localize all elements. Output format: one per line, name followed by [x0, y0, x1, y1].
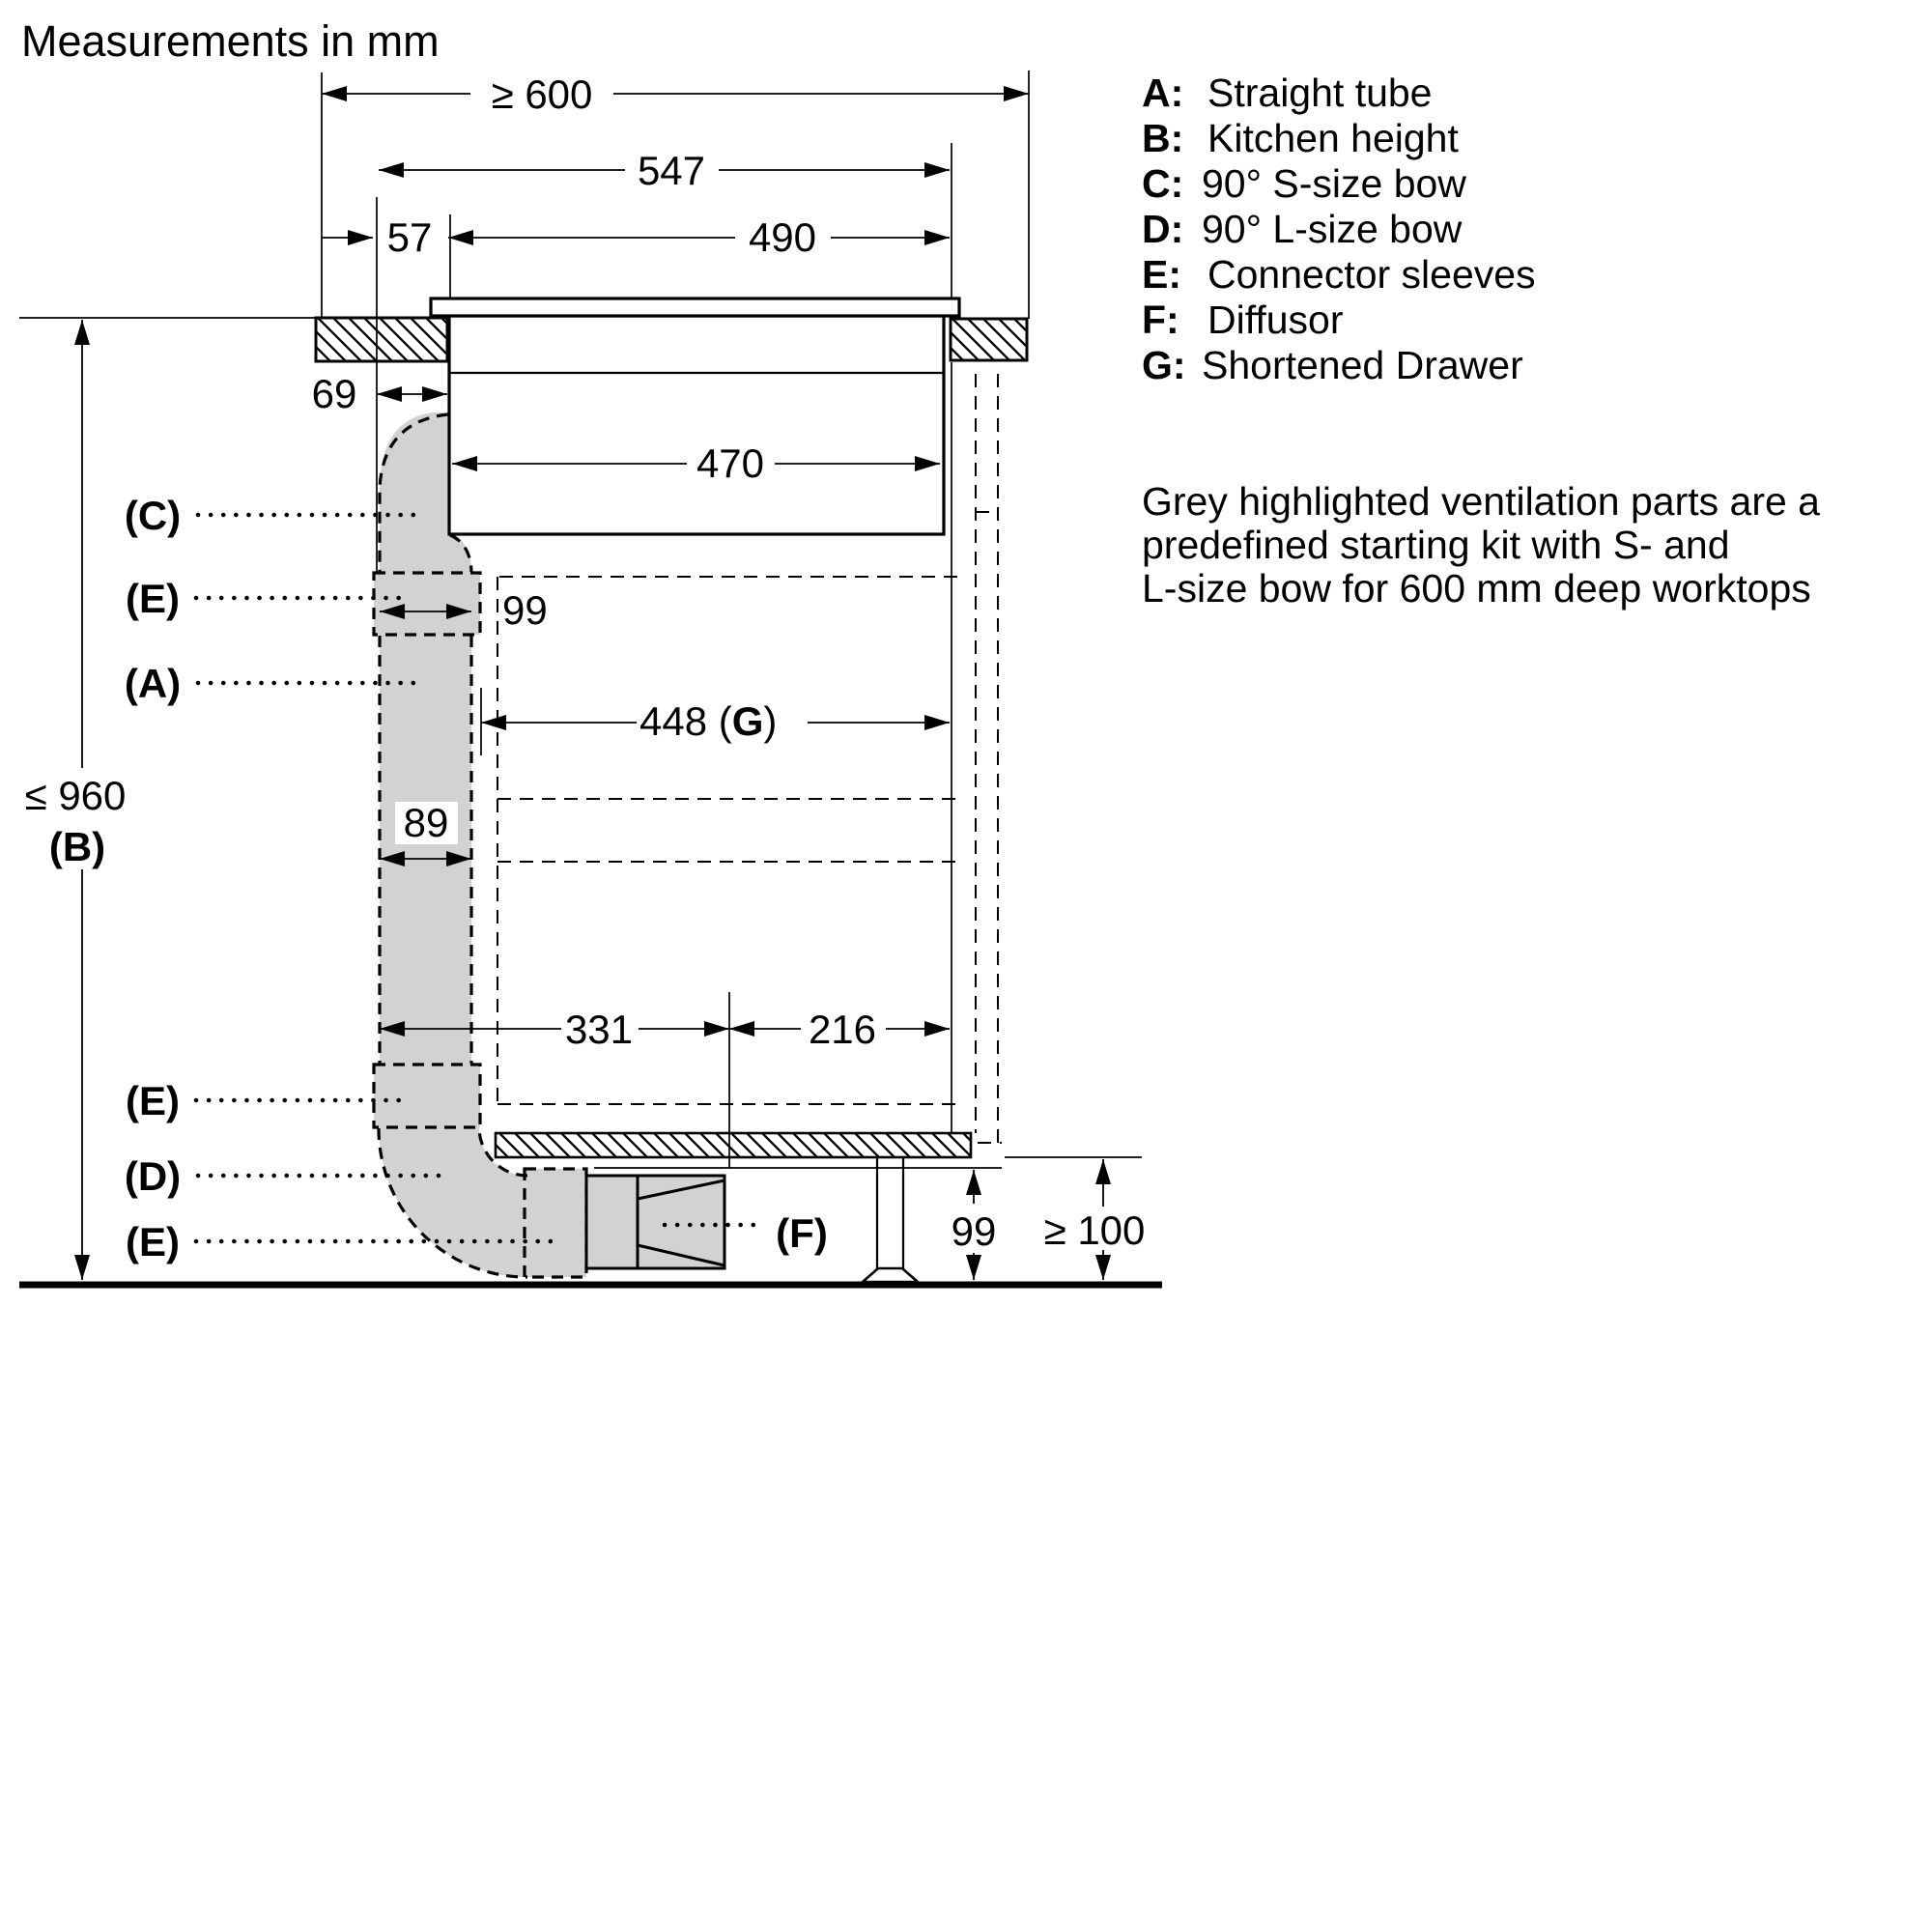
part-label-f-text: (F) [776, 1210, 828, 1256]
worktop-hatch-right [951, 319, 1027, 360]
legend-row-g: G: Shortened Drawer [1142, 343, 1523, 387]
part-label-e-top [126, 576, 411, 621]
dim-label-B: (B) [48, 824, 106, 869]
part-label-d-text: (D) [124, 1153, 182, 1199]
dim-worktop-depth [322, 71, 1029, 117]
dim-label-69: 69 [311, 371, 357, 416]
note-paragraph [1142, 479, 1820, 611]
note-line-3: L-size bow for 600 mm deep worktops [1142, 566, 1811, 611]
dim-side-gap [312, 371, 447, 416]
part-label-e-top-text: (E) [126, 576, 180, 621]
dim-hob-total-width [379, 148, 950, 193]
sleeve-mid-fill [374, 1065, 480, 1127]
dim-kitchen-height [25, 320, 127, 1280]
dim-label-99-bottom: 99 [951, 1208, 997, 1254]
hob-unit [431, 298, 959, 534]
dim-label-100: ≥ 100 [1043, 1208, 1146, 1253]
hob-body [449, 316, 944, 534]
dim-cutout-width [448, 214, 950, 260]
leg-foot [863, 1268, 918, 1282]
part-label-a [125, 661, 422, 706]
legend-row-e: E: Connector sleeves [1142, 252, 1536, 297]
dim-label-470: 470 [696, 440, 765, 486]
legend-row-c: C: 90° S-size bow [1142, 161, 1466, 206]
note-line-2: predefined starting kit with S- and [1142, 523, 1730, 567]
diffusor [586, 1176, 724, 1268]
diffusor-inlet [586, 1176, 638, 1268]
dim-label-331: 331 [564, 1007, 634, 1052]
leg-shaft [877, 1158, 903, 1268]
dim-label-216: 216 [808, 1007, 877, 1052]
part-label-e-bottom-text: (E) [126, 1219, 180, 1264]
dim-label-57: 57 [386, 214, 433, 260]
dim-label-448: 448 (G) [639, 698, 778, 744]
part-label-e-mid-text: (E) [126, 1078, 180, 1123]
dim-plinth-height [952, 1170, 997, 1280]
sleeve-top-fill [374, 573, 480, 635]
legend [1142, 71, 1536, 387]
part-label-a-text: (A) [124, 661, 182, 706]
hob-glass-top [431, 298, 959, 316]
cabinet-leg [863, 1158, 918, 1282]
dim-label-600: ≥ 600 [491, 71, 593, 117]
legend-row-b: B: Kitchen height [1142, 116, 1459, 160]
legend-row-f: F: Diffusor [1142, 298, 1344, 342]
part-label-c-text: (C) [124, 493, 182, 538]
dim-drawer-width [481, 688, 950, 755]
sleeve-bottom-fill [525, 1169, 586, 1277]
dim-label-960: ≤ 960 [24, 773, 127, 818]
dim-floor-clearance [1044, 1159, 1146, 1280]
legend-row-a: A: Straight tube [1142, 71, 1433, 115]
part-label-e-mid [126, 1078, 406, 1123]
page-title: Measurements in mm [21, 16, 440, 66]
worktop-hatch-left [316, 318, 447, 361]
legend-row-d: D: 90° L-size bow [1142, 207, 1463, 251]
dim-label-490: 490 [748, 214, 817, 260]
base-panel [496, 1133, 1142, 1168]
dim-label-547: 547 [637, 148, 706, 193]
note-line-1: Grey highlighted ventilation parts are a [1142, 479, 1820, 524]
base-panel-hatch [496, 1133, 971, 1157]
dim-label-99-top: 99 [502, 587, 548, 633]
dim-label-89: 89 [403, 800, 449, 845]
